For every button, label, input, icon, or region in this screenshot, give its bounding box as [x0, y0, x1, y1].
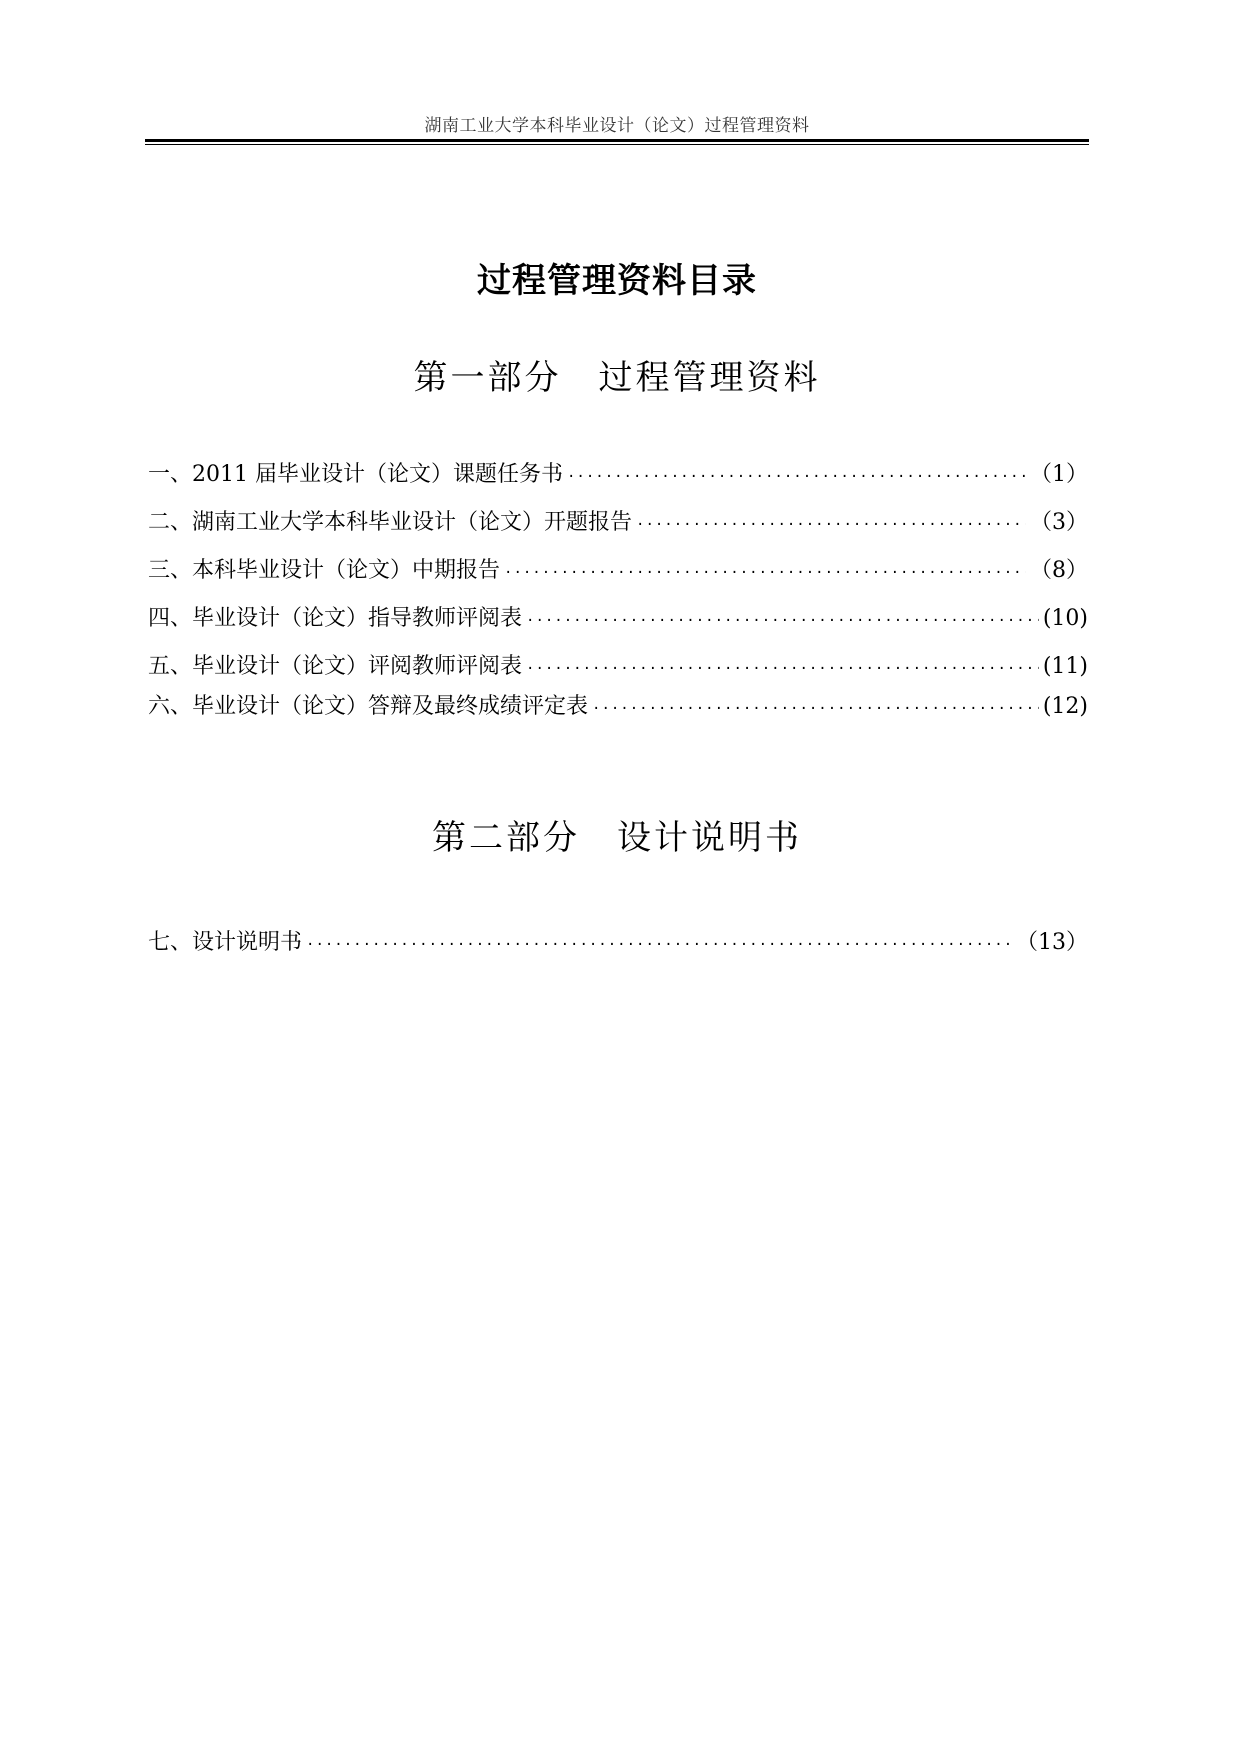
toc-leader	[306, 930, 1012, 960]
toc-entry-label: 二、湖南工业大学本科毕业设计（论文）开题报告	[148, 510, 633, 535]
toc-entry-page: (11)	[1042, 654, 1088, 679]
document-title: 过程管理资料目录	[477, 261, 757, 301]
toc-leader	[567, 462, 1026, 492]
toc-leader	[526, 606, 1039, 636]
part-one-heading: 第一部分 过程管理资料	[413, 358, 821, 398]
toc-entry[interactable]	[148, 604, 1088, 634]
running-header: 湖南工业大学本科毕业设计（论文）过程管理资料	[424, 116, 810, 136]
toc-leader	[526, 654, 1039, 684]
toc-entry[interactable]	[148, 928, 1088, 958]
toc-entry[interactable]	[148, 692, 1088, 722]
toc-entry[interactable]	[148, 460, 1088, 490]
toc-entry-label: 一、2011 届毕业设计（论文）课题任务书	[148, 462, 563, 487]
toc-entry-label: 四、毕业设计（论文）指导教师评阅表	[148, 606, 523, 631]
toc-entry-page: （1）	[1030, 462, 1088, 487]
toc-entry[interactable]	[148, 556, 1088, 586]
toc-entry-page: (12)	[1042, 694, 1088, 719]
toc-part-one	[148, 460, 1088, 740]
toc-entry-page: （13）	[1016, 930, 1088, 955]
toc-entry[interactable]	[148, 652, 1088, 682]
toc-entry[interactable]	[148, 508, 1088, 538]
toc-entry-label: 七、设计说明书	[148, 930, 303, 955]
toc-entry-page: （3）	[1030, 510, 1088, 535]
toc-entry-label: 六、毕业设计（论文）答辩及最终成绩评定表	[148, 694, 589, 719]
toc-leader	[504, 558, 1026, 588]
toc-entry-label: 三、本科毕业设计（论文）中期报告	[148, 558, 501, 583]
toc-part-two	[148, 928, 1088, 958]
toc-entry-label: 五、毕业设计（论文）评阅教师评阅表	[148, 654, 523, 679]
toc-entry-page: （8）	[1030, 558, 1088, 583]
toc-leader	[636, 510, 1026, 540]
toc-leader	[592, 694, 1039, 724]
part-two-heading: 第二部分 设计说明书	[432, 818, 802, 858]
toc-entry-page: (10)	[1042, 606, 1088, 631]
header-rule	[145, 139, 1089, 145]
